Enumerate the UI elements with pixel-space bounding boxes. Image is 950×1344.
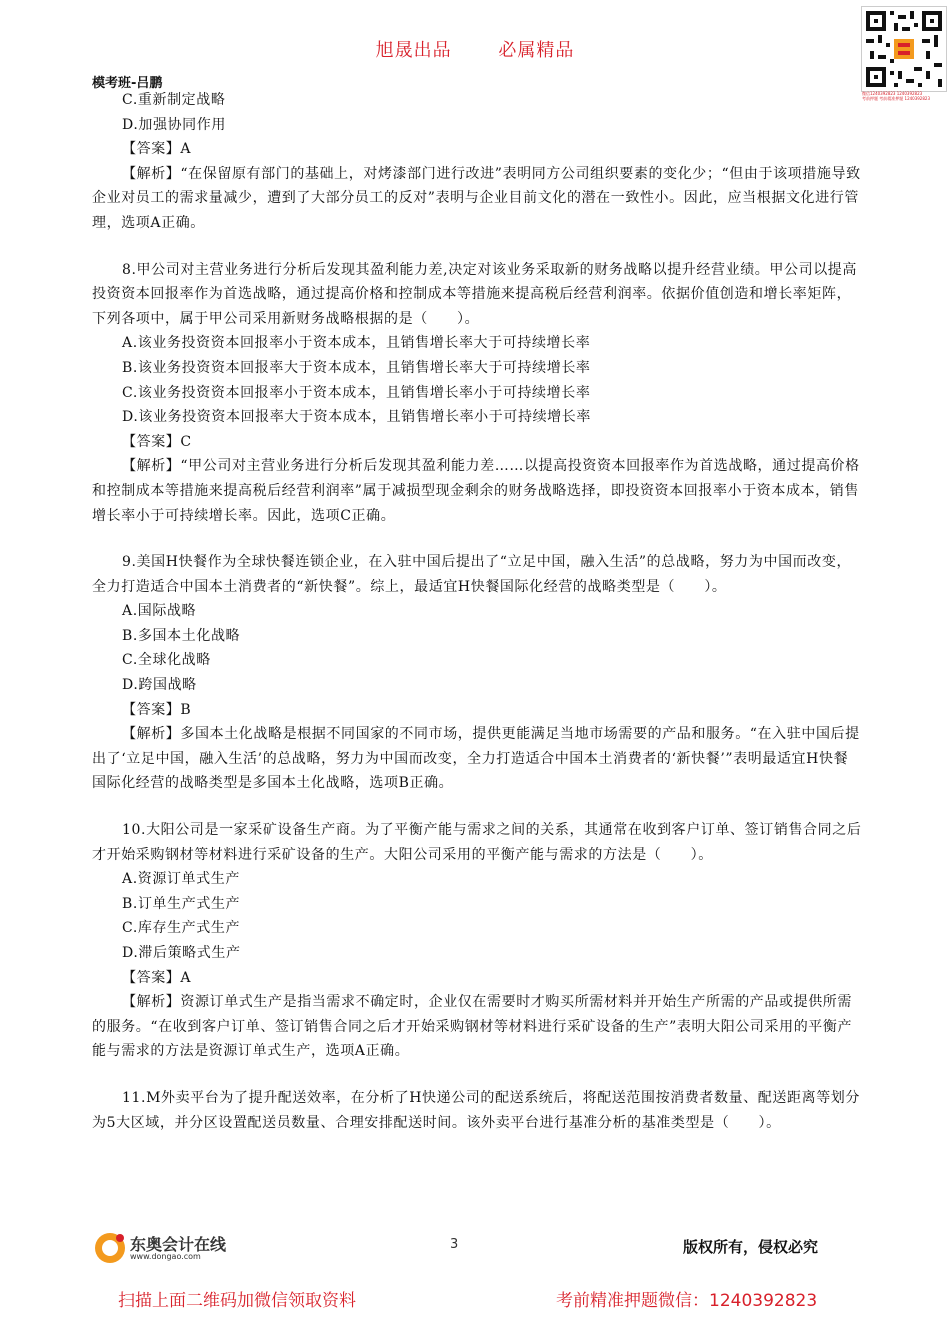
q7-option-d: D.加强协同作用 bbox=[122, 116, 226, 133]
promo-right: 考前精准押题微信：1240392823 bbox=[556, 1291, 818, 1311]
q8-answer: 【答案】C bbox=[122, 433, 192, 450]
q9-analysis: 【解析】多国本土化战略是根据不同国家的不同市场，提供更能满足当地市场需要的产品和服务。“在入驻中国后提出了‘立足中国，融入生活’的总战略，努力为中国而改变，全力打造适合中国本土消费者的‘新快餐’”表明最适宜H快餐国际化经营的战略类型是多国本土化战略，选项B正确。 bbox=[92, 726, 860, 792]
q9-stem: 9.美国H快餐作为全球快餐连锁企业，在入驻中国后提出了“立足中国，融入生活”的总战略，努力为中国而改变，全力打造适合中国本土消费者的“新快餐”。综上，最适宜H快餐国际化经营的战略类型是（ ）。 bbox=[92, 554, 852, 595]
q8-option-d: D.该业务投资资本回报率大于资本成本，且销售增长率小于可持续增长率 bbox=[122, 409, 591, 426]
q10-analysis: 【解析】资源订单式生产是指当需求不确定时，企业仅在需要时才购买所需材料并开始生产所需的产品或提供所需的服务。“在收到客户订单、签订销售合同之后才开始采购钢材等材料进行采矿设备的生产”表明大阳公司采用的平衡产能与需求的方法是资源订单式生产，选项A正确。 bbox=[92, 994, 853, 1060]
copyright-notice: 版权所有，侵权必究 bbox=[683, 1238, 819, 1256]
q11-stem: 11.M外卖平台为了提升配送效率，在分析了H快递公司的配送系统后，将配送范围按消费者数量、配送距离等划分为5大区域，并分区设置配送员数量、合理安排配送时间。该外卖平台进行基准分析的基准类型是（ ）。 bbox=[92, 1089, 861, 1131]
q10-option-d: D.滞后策略式生产 bbox=[122, 945, 241, 961]
q7-analysis: 【解析】“在保留原有部门的基础上，对烤漆部门进行改进”表明同方公司组织要素的变化少；“但由于该项措施导致企业对员工的需求量减少，遭到了大部分员工的反对”表明与企业目前文化的潜在一致性小。因此，应当根据文化进行管理，选项A正确。 bbox=[92, 165, 861, 231]
promo-left: 扫描上面二维码加微信领取资料 bbox=[118, 1291, 356, 1311]
document-body bbox=[92, 88, 862, 1135]
q10-answer: 【答案】A bbox=[122, 969, 192, 986]
q10-option-b: B.订单生产式生产 bbox=[122, 895, 241, 912]
q10-option-c: C.库存生产式生产 bbox=[122, 920, 241, 937]
logo-name: 东奥会计在线 bbox=[130, 1235, 227, 1254]
q9-option-d: D.跨国战略 bbox=[122, 677, 197, 694]
q9-option-c: C.全球化战略 bbox=[122, 652, 211, 669]
q10-option-a: A.资源订单式生产 bbox=[122, 871, 240, 888]
q8-option-b: B.该业务投资资本回报率大于资本成本，且销售增长率大于可持续增长率 bbox=[122, 359, 591, 376]
qr-code-icon bbox=[861, 6, 947, 92]
brand-right: 必属精品 bbox=[498, 40, 575, 61]
q10-stem: 10.大阳公司是一家采矿设备生产商。为了平衡产能与需求之间的关系，其通常在收到客户订单、签订销售合同之后才开始采购钢材等材料进行采矿设备的生产。大阳公司采用的平衡产能与需求的方法是（ ）。 bbox=[92, 822, 862, 863]
qr-note-line2: 考前押题 考前精准押题 1240392823 bbox=[862, 96, 930, 101]
q7-option-c: C.重新制定战略 bbox=[122, 92, 226, 108]
q8-option-c: C.该业务投资资本回报率小于资本成本，且销售增长率小于可持续增长率 bbox=[122, 384, 591, 401]
brand-left: 旭晟出品 bbox=[375, 40, 452, 61]
q9-answer: 【答案】B bbox=[122, 701, 192, 718]
class-label: 模考班-吕鹏 bbox=[92, 76, 163, 91]
header-brand bbox=[0, 36, 950, 62]
logo-url: www.dongao.com bbox=[130, 1252, 201, 1261]
q9-option-a: A.国际战略 bbox=[122, 603, 197, 620]
qr-note-line1: 微信1240392823 1240392823 bbox=[862, 91, 923, 96]
page-number: 3 bbox=[450, 1237, 459, 1252]
q8-stem: 8.甲公司对主营业务进行分析后发现其盈利能力差,决定对该业务采取新的财务战略以提升经营业绩。甲公司以提高投资资本回报率作为首选战略，通过提高价格和控制成本等措施来提高税后经营利润率。依据价值创造和增长率矩阵，下列各项中，属于甲公司采用新财务战略根据的是（ ）。 bbox=[92, 261, 858, 327]
q8-analysis: 【解析】“甲公司对主营业务进行分析后发现其盈利能力差……以提高投资资本回报率作为首选战略，通过提高价格和控制成本等措施来提高税后经营利润率”属于减损型现金剩余的财务战略选择，即投资资本回报率小于资本成本，销售增长率小于可持续增长率。因此，选项C正确。 bbox=[92, 458, 860, 524]
q7-answer: 【答案】A bbox=[122, 141, 192, 158]
q8-option-a: A.该业务投资资本回报率小于资本成本，且销售增长率大于可持续增长率 bbox=[122, 335, 591, 352]
q9-option-b: B.多国本土化战略 bbox=[122, 627, 241, 644]
qr-note bbox=[862, 91, 948, 101]
